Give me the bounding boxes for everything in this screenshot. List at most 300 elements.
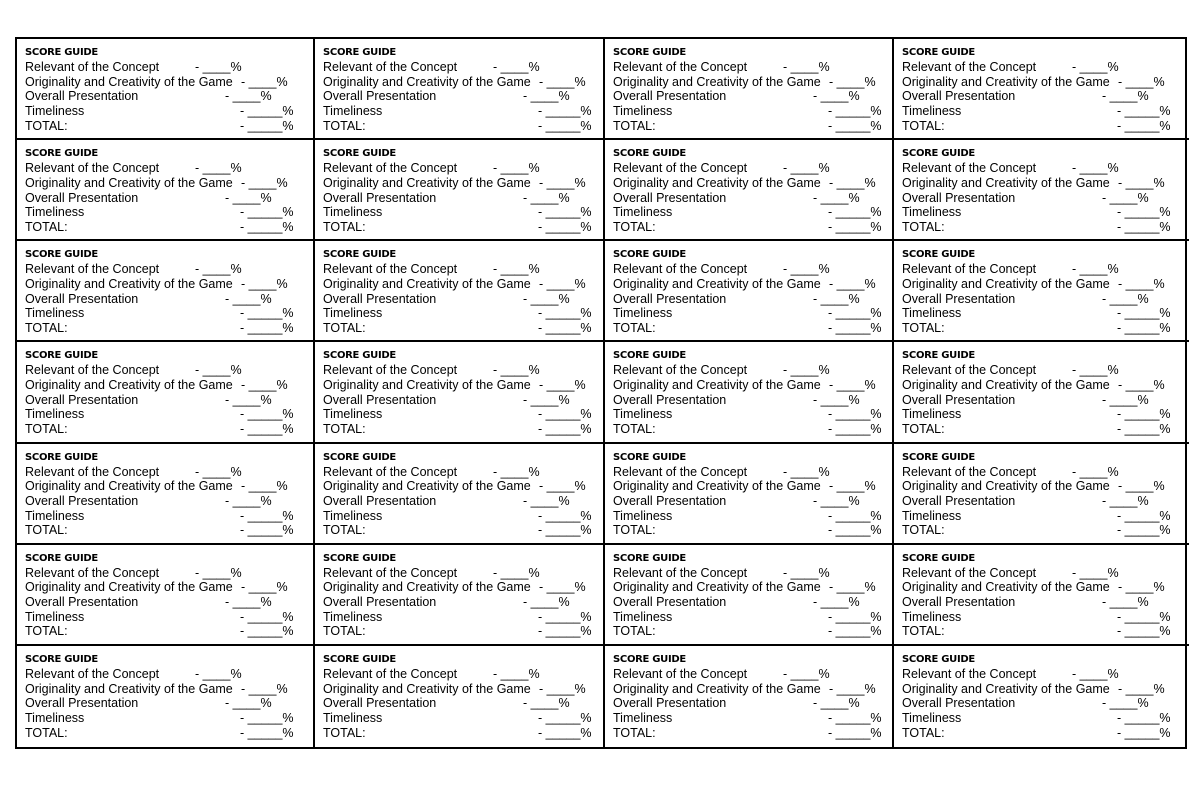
score-guide-card — [17, 39, 315, 140]
criterion-relevance — [323, 566, 603, 581]
score-blank: - _____% — [828, 118, 882, 133]
criterion-relevance — [613, 667, 892, 682]
score-blank: - ____% — [829, 580, 876, 595]
criterion-label: Originality and Creativity of the Game — [902, 681, 1110, 696]
criterion-label: Relevant of the Concept — [902, 161, 1037, 176]
criterion-label: Relevant of the Concept — [323, 363, 458, 378]
criterion-timeliness — [902, 711, 1189, 726]
score-guide-card — [605, 140, 894, 241]
score-guide-title: SCORE GUIDE — [613, 148, 686, 160]
score-blank: - ____% — [195, 666, 242, 681]
criterion-relevance — [613, 262, 892, 277]
score-guide-title: SCORE GUIDE — [323, 552, 396, 564]
score-guide-card — [894, 646, 1189, 747]
score-guide-title: SCORE GUIDE — [323, 47, 396, 58]
score-guide-card — [315, 342, 605, 443]
score-blank: - ____% — [1072, 565, 1119, 580]
criterion-timeliness — [25, 306, 313, 321]
score-blank: - ____% — [523, 291, 570, 306]
score-blank: - ____% — [1102, 696, 1149, 711]
score-blank: - _____% — [1117, 407, 1171, 422]
score-blank: - ____% — [783, 464, 830, 479]
criterion-presentation — [25, 494, 313, 509]
criterion-label: Relevant of the Concept — [613, 60, 748, 74]
score-blank: - ____% — [225, 493, 272, 508]
score-blank: - _____% — [828, 422, 882, 437]
criterion-label: Relevant of the Concept — [323, 565, 458, 580]
criterion-total — [613, 726, 892, 741]
criterion-total — [25, 523, 313, 538]
score-blank: - _____% — [1117, 609, 1171, 624]
criterion-originality — [323, 176, 603, 191]
criterion-total — [323, 220, 603, 235]
criterion-total — [902, 726, 1189, 741]
criterion-total — [25, 119, 313, 134]
criterion-originality — [323, 580, 603, 595]
criterion-label: Relevant of the Concept — [902, 464, 1037, 479]
criterion-originality — [323, 75, 603, 90]
score-blank: - ____% — [493, 464, 540, 479]
score-blank: - ____% — [539, 175, 586, 190]
criterion-label: Timeliness — [323, 205, 383, 220]
criterion-label: Overall Presentation — [902, 595, 1016, 610]
criterion-timeliness — [613, 205, 892, 220]
criterion-originality — [323, 682, 603, 697]
criterion-label: TOTAL: — [25, 422, 68, 437]
criterion-relevance — [323, 363, 603, 378]
score-blank: - _____% — [1117, 205, 1171, 220]
score-guide-card — [894, 39, 1189, 140]
criterion-label: Relevant of the Concept — [323, 161, 458, 176]
score-guide-card — [17, 545, 315, 646]
criterion-originality — [25, 378, 313, 393]
criterion-label: Originality and Creativity of the Game — [25, 681, 233, 696]
criterion-timeliness — [323, 306, 603, 321]
criterion-timeliness — [25, 407, 313, 422]
score-blank: - ____% — [829, 74, 876, 89]
score-guide-title: SCORE GUIDE — [902, 653, 975, 665]
criterion-total — [902, 321, 1189, 336]
criterion-label: Originality and Creativity of the Game — [25, 74, 233, 89]
criterion-label: Overall Presentation — [902, 291, 1016, 306]
score-blank: - _____% — [538, 321, 592, 336]
score-blank: - ____% — [783, 60, 830, 74]
score-blank: - ____% — [493, 666, 540, 681]
criterion-label: TOTAL: — [323, 219, 366, 234]
score-blank: - _____% — [538, 725, 592, 740]
criterion-originality — [613, 75, 892, 90]
criterion-label: Overall Presentation — [25, 493, 139, 508]
criterion-total — [25, 321, 313, 336]
criterion-label: Relevant of the Concept — [902, 363, 1037, 378]
score-blank: - ____% — [813, 493, 860, 508]
criterion-originality — [902, 682, 1189, 697]
score-blank: - ____% — [783, 666, 830, 681]
criterion-label: Relevant of the Concept — [902, 262, 1037, 277]
criterion-relevance — [613, 363, 892, 378]
criterion-label: Relevant of the Concept — [613, 262, 748, 277]
criterion-relevance — [323, 161, 603, 176]
score-blank: - ____% — [539, 479, 586, 494]
criterion-originality — [25, 580, 313, 595]
score-blank: - ____% — [195, 464, 242, 479]
criterion-label: Overall Presentation — [613, 493, 727, 508]
criterion-label: TOTAL: — [613, 118, 656, 133]
criterion-label: Relevant of the Concept — [323, 60, 458, 74]
criterion-label: Originality and Creativity of the Game — [25, 175, 233, 190]
score-blank: - _____% — [240, 407, 294, 422]
score-blank: - _____% — [538, 624, 592, 639]
criterion-relevance — [25, 262, 313, 277]
score-blank: - ____% — [523, 89, 570, 104]
score-blank: - ____% — [813, 89, 860, 104]
score-blank: - ____% — [783, 565, 830, 580]
score-blank: - ____% — [1102, 392, 1149, 407]
criterion-label: Overall Presentation — [323, 696, 437, 711]
score-blank: - ____% — [225, 291, 272, 306]
score-blank: - ____% — [1118, 74, 1165, 89]
score-blank: - _____% — [538, 407, 592, 422]
criterion-originality — [25, 75, 313, 90]
score-blank: - ____% — [539, 276, 586, 291]
score-blank: - ____% — [195, 363, 242, 378]
criterion-label: Relevant of the Concept — [902, 60, 1037, 74]
criterion-relevance — [323, 60, 603, 75]
score-blank: - _____% — [240, 523, 294, 538]
score-guide-card — [605, 241, 894, 342]
criterion-label: Timeliness — [613, 205, 673, 220]
criterion-label: Overall Presentation — [613, 89, 727, 104]
score-guide-card — [315, 545, 605, 646]
score-guide-card — [315, 241, 605, 342]
score-guide-card — [17, 241, 315, 342]
score-blank: - ____% — [225, 392, 272, 407]
criterion-label: Overall Presentation — [613, 696, 727, 711]
criterion-label: TOTAL: — [613, 422, 656, 437]
criterion-label: Relevant of the Concept — [25, 161, 160, 176]
criterion-label: TOTAL: — [613, 321, 656, 336]
criterion-originality — [323, 277, 603, 292]
score-guide-title: SCORE GUIDE — [902, 552, 975, 564]
score-guide-card — [605, 39, 894, 140]
criterion-label: Overall Presentation — [613, 190, 727, 205]
score-blank: - _____% — [538, 523, 592, 538]
criterion-total — [323, 422, 603, 437]
score-blank: - _____% — [538, 219, 592, 234]
score-blank: - ____% — [195, 161, 242, 176]
score-blank: - ____% — [1102, 190, 1149, 205]
score-guide-title: SCORE GUIDE — [902, 249, 975, 261]
criterion-originality — [323, 378, 603, 393]
score-blank: - _____% — [240, 118, 294, 133]
score-blank: - _____% — [1117, 725, 1171, 740]
criterion-presentation — [902, 696, 1189, 711]
score-guide-title: SCORE GUIDE — [902, 451, 975, 463]
score-blank: - ____% — [1102, 493, 1149, 508]
criterion-total — [613, 523, 892, 538]
criterion-label: TOTAL: — [902, 523, 945, 538]
criterion-relevance — [902, 363, 1189, 378]
score-blank: - _____% — [538, 609, 592, 624]
score-guide-sheet — [15, 37, 1187, 749]
criterion-label: Timeliness — [25, 407, 85, 422]
criterion-label: Originality and Creativity of the Game — [613, 681, 821, 696]
criterion-presentation — [902, 89, 1189, 104]
criterion-label: Timeliness — [613, 407, 673, 422]
criterion-relevance — [902, 60, 1189, 75]
criterion-originality — [902, 378, 1189, 393]
criterion-timeliness — [613, 407, 892, 422]
criterion-relevance — [25, 465, 313, 480]
score-blank: - ____% — [493, 161, 540, 176]
criterion-label: Overall Presentation — [902, 190, 1016, 205]
score-guide-card — [17, 342, 315, 443]
criterion-timeliness — [902, 205, 1189, 220]
score-blank: - ____% — [523, 392, 570, 407]
criterion-presentation — [613, 696, 892, 711]
score-guide-title: SCORE GUIDE — [902, 47, 975, 58]
score-blank: - _____% — [240, 609, 294, 624]
score-blank: - _____% — [828, 624, 882, 639]
criterion-relevance — [613, 566, 892, 581]
score-blank: - _____% — [828, 104, 882, 119]
criterion-label: Timeliness — [902, 609, 962, 624]
criterion-label: Overall Presentation — [25, 291, 139, 306]
score-blank: - ____% — [225, 190, 272, 205]
criterion-label: Overall Presentation — [902, 493, 1016, 508]
criterion-label: Timeliness — [613, 104, 673, 119]
score-guide-title: SCORE GUIDE — [25, 552, 98, 564]
score-blank: - ____% — [241, 74, 288, 89]
criterion-label: Relevant of the Concept — [902, 565, 1037, 580]
criterion-label: Relevant of the Concept — [323, 464, 458, 479]
criterion-timeliness — [323, 509, 603, 524]
score-guide-title: SCORE GUIDE — [613, 249, 686, 261]
score-blank: - ____% — [783, 262, 830, 277]
score-blank: - ____% — [1072, 262, 1119, 277]
criterion-originality — [613, 479, 892, 494]
score-blank: - _____% — [828, 523, 882, 538]
criterion-presentation — [323, 89, 603, 104]
criterion-label: Originality and Creativity of the Game — [902, 479, 1110, 494]
score-blank: - ____% — [523, 595, 570, 610]
criterion-label: Relevant of the Concept — [25, 60, 160, 74]
score-blank: - _____% — [240, 725, 294, 740]
score-guide-card — [605, 342, 894, 443]
criterion-label: TOTAL: — [323, 624, 366, 639]
score-blank: - ____% — [1072, 363, 1119, 378]
criterion-total — [323, 624, 603, 639]
score-blank: - ____% — [241, 378, 288, 393]
criterion-label: TOTAL: — [25, 624, 68, 639]
criterion-timeliness — [323, 610, 603, 625]
score-blank: - ____% — [241, 276, 288, 291]
criterion-total — [613, 321, 892, 336]
criterion-label: Timeliness — [323, 508, 383, 523]
criterion-label: TOTAL: — [613, 219, 656, 234]
criterion-label: Timeliness — [902, 104, 962, 119]
criterion-timeliness — [323, 205, 603, 220]
score-guide-title: SCORE GUIDE — [613, 653, 686, 665]
criterion-label: TOTAL: — [323, 523, 366, 538]
score-guide-title: SCORE GUIDE — [25, 653, 98, 665]
criterion-label: Originality and Creativity of the Game — [613, 276, 821, 291]
score-blank: - _____% — [828, 219, 882, 234]
criterion-label: TOTAL: — [323, 118, 366, 133]
criterion-relevance — [25, 363, 313, 378]
criterion-label: Originality and Creativity of the Game — [323, 378, 531, 393]
criterion-label: Overall Presentation — [323, 595, 437, 610]
criterion-total — [323, 119, 603, 134]
criterion-originality — [902, 479, 1189, 494]
score-guide-card — [315, 444, 605, 545]
score-blank: - ____% — [493, 262, 540, 277]
criterion-originality — [613, 277, 892, 292]
score-blank: - ____% — [783, 363, 830, 378]
criterion-label: Timeliness — [323, 710, 383, 725]
criterion-originality — [902, 75, 1189, 90]
criterion-label: Originality and Creativity of the Game — [613, 580, 821, 595]
criterion-label: Originality and Creativity of the Game — [25, 479, 233, 494]
criterion-timeliness — [613, 610, 892, 625]
criterion-relevance — [902, 262, 1189, 277]
criterion-label: Timeliness — [323, 306, 383, 321]
criterion-originality — [25, 277, 313, 292]
criterion-label: Overall Presentation — [25, 190, 139, 205]
score-blank: - _____% — [1117, 624, 1171, 639]
criterion-label: Originality and Creativity of the Game — [902, 175, 1110, 190]
score-blank: - ____% — [829, 681, 876, 696]
criterion-total — [323, 321, 603, 336]
score-blank: - _____% — [828, 321, 882, 336]
criterion-label: Timeliness — [25, 306, 85, 321]
score-guide-card — [605, 444, 894, 545]
score-blank: - _____% — [1117, 104, 1171, 119]
criterion-presentation — [613, 191, 892, 206]
criterion-label: Originality and Creativity of the Game — [613, 378, 821, 393]
criterion-label: TOTAL: — [902, 321, 945, 336]
criterion-timeliness — [613, 104, 892, 119]
criterion-originality — [902, 176, 1189, 191]
score-blank: - _____% — [1117, 118, 1171, 133]
score-guide-title: SCORE GUIDE — [25, 451, 98, 463]
criterion-total — [323, 726, 603, 741]
criterion-label: Timeliness — [902, 710, 962, 725]
score-guide-title: SCORE GUIDE — [613, 350, 686, 362]
score-blank: - ____% — [523, 190, 570, 205]
score-blank: - ____% — [539, 378, 586, 393]
criterion-timeliness — [25, 711, 313, 726]
score-guide-card — [17, 444, 315, 545]
score-blank: - _____% — [1117, 523, 1171, 538]
score-blank: - ____% — [1118, 479, 1165, 494]
criterion-presentation — [323, 191, 603, 206]
criterion-label: Overall Presentation — [323, 493, 437, 508]
criterion-label: Originality and Creativity of the Game — [323, 479, 531, 494]
score-blank: - ____% — [539, 681, 586, 696]
criterion-presentation — [613, 393, 892, 408]
score-blank: - _____% — [240, 508, 294, 523]
criterion-relevance — [902, 566, 1189, 581]
criterion-label: Timeliness — [902, 306, 962, 321]
criterion-relevance — [25, 667, 313, 682]
score-blank: - _____% — [240, 219, 294, 234]
criterion-label: Relevant of the Concept — [613, 565, 748, 580]
criterion-presentation — [902, 494, 1189, 509]
criterion-timeliness — [902, 306, 1189, 321]
score-blank: - ____% — [195, 60, 242, 74]
score-blank: - ____% — [829, 378, 876, 393]
criterion-presentation — [25, 595, 313, 610]
score-blank: - _____% — [240, 104, 294, 119]
criterion-label: Overall Presentation — [613, 291, 727, 306]
criterion-label: Timeliness — [25, 609, 85, 624]
score-blank: - _____% — [828, 725, 882, 740]
score-blank: - ____% — [1102, 595, 1149, 610]
score-blank: - ____% — [829, 175, 876, 190]
criterion-relevance — [902, 161, 1189, 176]
criterion-label: Originality and Creativity of the Game — [323, 276, 531, 291]
criterion-originality — [25, 176, 313, 191]
score-blank: - ____% — [1072, 161, 1119, 176]
score-blank: - _____% — [240, 710, 294, 725]
criterion-timeliness — [25, 610, 313, 625]
criterion-total — [613, 119, 892, 134]
score-blank: - ____% — [813, 190, 860, 205]
score-blank: - _____% — [240, 306, 294, 321]
criterion-presentation — [613, 494, 892, 509]
criterion-label: Relevant of the Concept — [902, 666, 1037, 681]
criterion-relevance — [25, 60, 313, 75]
score-blank: - ____% — [1072, 666, 1119, 681]
criterion-label: Originality and Creativity of the Game — [323, 580, 531, 595]
score-guide-title: SCORE GUIDE — [613, 47, 686, 58]
criterion-relevance — [613, 161, 892, 176]
criterion-label: Overall Presentation — [902, 89, 1016, 104]
criterion-label: Originality and Creativity of the Game — [323, 74, 531, 89]
criterion-label: Overall Presentation — [902, 696, 1016, 711]
score-blank: - ____% — [813, 595, 860, 610]
criterion-originality — [613, 682, 892, 697]
score-guide-card — [17, 646, 315, 747]
criterion-presentation — [25, 696, 313, 711]
criterion-originality — [613, 378, 892, 393]
criterion-label: TOTAL: — [25, 523, 68, 538]
criterion-presentation — [25, 393, 313, 408]
score-guide-title: SCORE GUIDE — [613, 552, 686, 564]
criterion-label: TOTAL: — [902, 422, 945, 437]
criterion-originality — [25, 479, 313, 494]
criterion-label: TOTAL: — [902, 725, 945, 740]
criterion-label: Timeliness — [613, 710, 673, 725]
score-guide-title: SCORE GUIDE — [902, 148, 975, 160]
score-blank: - ____% — [1118, 276, 1165, 291]
criterion-timeliness — [323, 104, 603, 119]
score-guide-title: SCORE GUIDE — [323, 653, 396, 665]
criterion-total — [25, 624, 313, 639]
criterion-label: Originality and Creativity of the Game — [613, 74, 821, 89]
criterion-label: Overall Presentation — [323, 392, 437, 407]
score-blank: - _____% — [538, 508, 592, 523]
criterion-presentation — [323, 292, 603, 307]
criterion-total — [613, 422, 892, 437]
score-blank: - _____% — [1117, 710, 1171, 725]
score-blank: - ____% — [241, 479, 288, 494]
score-blank: - _____% — [538, 710, 592, 725]
criterion-label: Originality and Creativity of the Game — [902, 74, 1110, 89]
criterion-label: Overall Presentation — [613, 595, 727, 610]
criterion-label: Timeliness — [25, 205, 85, 220]
